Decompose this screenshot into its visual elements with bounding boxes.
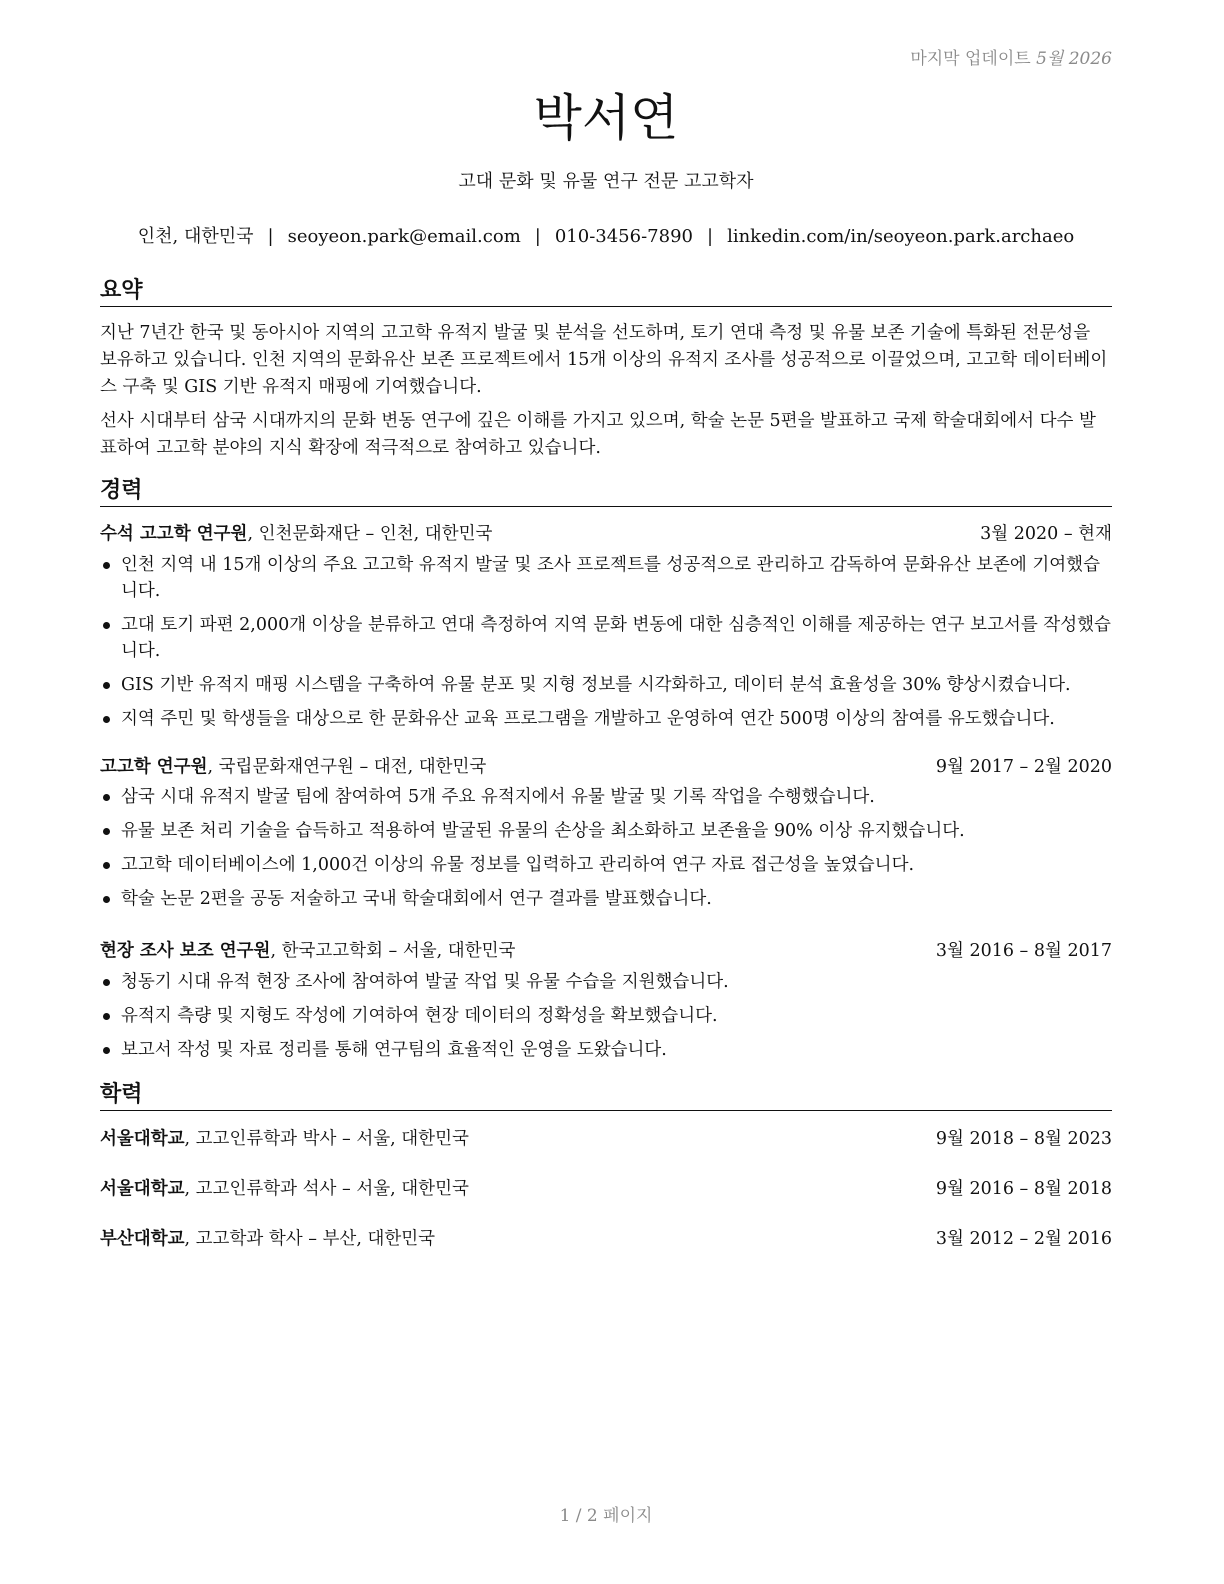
job-bullet: GIS 기반 유적지 매핑 시스템을 구축하여 유물 분포 및 지형 정보를 시각화하고, 데이터 분석 효율성을 30% 향상시켰습니다.: [100, 672, 1112, 698]
section-title-education: 학력: [100, 1081, 1112, 1111]
job-bullet: 인천 지역 내 15개 이상의 주요 고고학 유적지 발굴 및 조사 프로젝트를 성공적으로 관리하고 감독하여 문화유산 보존에 기여했습니다.: [100, 552, 1112, 604]
job-bullet-list: [100, 969, 1112, 1071]
job-dates: 9월 2017 – 2월 2020: [935, 757, 1112, 777]
education-detail: , 고고인류학과 박사 – 서울, 대한민국: [184, 1129, 469, 1149]
education-school: 서울대학교: [100, 1179, 185, 1199]
contact-line: [100, 225, 1112, 249]
last-updated-year: 2026: [1068, 49, 1112, 69]
last-updated: [910, 44, 1112, 69]
education-school: 서울대학교: [100, 1129, 185, 1149]
candidate-name: 박서연: [533, 89, 679, 147]
job-bullet-list: [100, 784, 1112, 920]
education-school: 부산대학교: [100, 1229, 185, 1249]
job-header: [100, 521, 1112, 547]
education-dates: 3월 2012 – 2월 2016: [935, 1229, 1112, 1249]
job-role: 고고학 연구원: [100, 757, 208, 777]
education-item: [100, 1226, 1112, 1252]
job-bullet: 보고서 작성 및 자료 정리를 통해 연구팀의 효율적인 운영을 도왔습니다.: [100, 1037, 1112, 1063]
job-role: 수석 고고학 연구원: [100, 524, 248, 544]
page-number: 1 / 2 페이지: [559, 1506, 653, 1526]
contact-separator: |: [267, 226, 274, 247]
job-bullet: 고대 토기 파편 2,000개 이상을 분류하고 연대 측정하여 지역 문화 변동에 대한 심층적인 이해를 제공하는 연구 보고서를 작성했습니다.: [100, 612, 1112, 664]
job-bullet-list: [100, 552, 1112, 740]
contact-separator: |: [706, 226, 714, 247]
job-header: [100, 754, 1112, 780]
education-detail: , 고고인류학과 석사 – 서울, 대한민국: [184, 1179, 469, 1199]
job-organization: , 국립문화재연구원 – 대전, 대한민국: [207, 757, 487, 777]
job-bullet: 고고학 데이터베이스에 1,000건 이상의 유물 정보를 입력하고 관리하여 연구 자료 접근성을 높였습니다.: [100, 852, 1112, 878]
section-title-experience: 경력: [100, 477, 1112, 507]
education-item: [100, 1176, 1112, 1202]
education-detail: , 고고학과 학사 – 부산, 대한민국: [184, 1229, 436, 1249]
last-updated-prefix: 마지막 업데이트: [910, 49, 1031, 69]
education-dates: 9월 2018 – 8월 2023: [935, 1129, 1112, 1149]
job-bullet: 유적지 측량 및 지형도 작성에 기여하여 현장 데이터의 정확성을 확보했습니다.: [100, 1003, 1112, 1029]
candidate-headline: 고대 문화 및 유물 연구 전문 고고학자: [458, 171, 754, 192]
job-bullet: 청동기 시대 유적 현장 조사에 참여하여 발굴 작업 및 유물 수습을 지원했습니다.: [100, 969, 1112, 995]
job-bullet: 학술 논문 2편을 공동 저술하고 국내 학술대회에서 연구 결과를 발표했습니다.: [100, 886, 1112, 912]
resume-page: [100, 0, 1112, 1584]
last-updated-month: 5월: [1036, 49, 1064, 69]
summary-paragraph: 선사 시대부터 삼국 시대까지의 문화 변동 연구에 깊은 이해를 가지고 있으며, 학술 논문 5편을 발표하고 국제 학술대회에서 다수 발표하여 고고학 분야의 지식 확장에 적극적으로 참여하고 있습니다.: [100, 411, 1096, 458]
job-bullet: 유물 보존 처리 기술을 습득하고 적용하여 발굴된 유물의 손상을 최소화하고 보존율을 90% 이상 유지했습니다.: [100, 818, 1112, 844]
contact-location: 인천, 대한민국: [137, 226, 254, 247]
contact-separator: |: [534, 226, 541, 247]
contact-email-link[interactable]: seoyeon.park@email.com: [287, 226, 521, 247]
job-bullet: 지역 주민 및 학생들을 대상으로 한 문화유산 교육 프로그램을 개발하고 운영하여 연간 500명 이상의 참여를 유도했습니다.: [100, 706, 1112, 732]
education-item: [100, 1126, 1112, 1152]
job-dates: 3월 2016 – 8월 2017: [935, 941, 1112, 961]
job-organization: , 한국고고학회 – 서울, 대한민국: [270, 941, 516, 961]
job-header: [100, 938, 1112, 964]
section-title-summary: 요약: [100, 277, 1112, 307]
job-dates: 3월 2020 – 현재: [980, 524, 1112, 544]
education-dates: 9월 2016 – 8월 2018: [935, 1179, 1112, 1199]
contact-linkedin-link[interactable]: linkedin.com/in/seoyeon.park.archaeo: [727, 226, 1075, 247]
job-role: 현장 조사 보조 연구원: [100, 941, 271, 961]
summary-paragraph: 지난 7년간 한국 및 동아시아 지역의 고고학 유적지 발굴 및 분석을 선도하며, 토기 연대 측정 및 유물 보존 기술에 특화된 전문성을 보유하고 있습니다. 인천 지역의 문화유산 보존 프로젝트에서 15개 이상의 유적지 조사를 성공적으로 이끌었으며, 고고학 데이터베이스 구축 및 GIS 기반 유적지 매핑에 기여했습니다.: [100, 323, 1108, 397]
job-bullet: 삼국 시대 유적지 발굴 팀에 참여하여 5개 주요 유적지에서 유물 발굴 및 기록 작업을 수행했습니다.: [100, 784, 1112, 810]
job-organization: , 인천문화재단 – 인천, 대한민국: [247, 524, 493, 544]
contact-phone[interactable]: 010-3456-7890: [554, 226, 693, 247]
